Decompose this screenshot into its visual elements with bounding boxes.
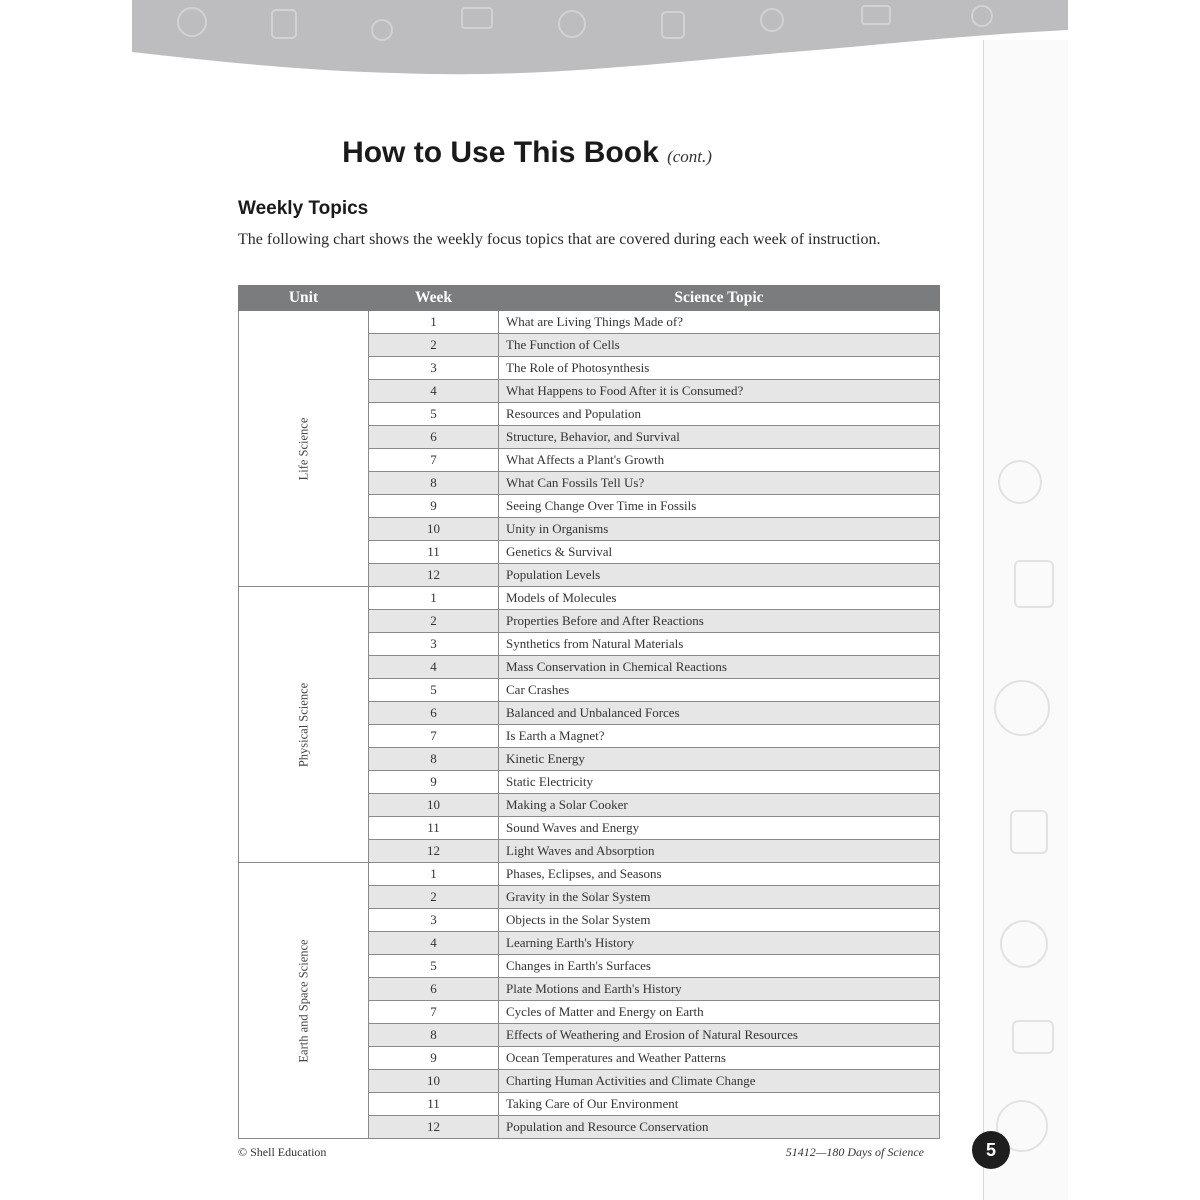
topic-cell: Resources and Population bbox=[499, 403, 940, 426]
unit-label: Physical Science bbox=[296, 682, 310, 767]
topic-cell: Learning Earth's History bbox=[499, 932, 940, 955]
week-cell: 5 bbox=[369, 403, 499, 426]
week-cell: 1 bbox=[369, 311, 499, 334]
topic-cell: Light Waves and Absorption bbox=[499, 840, 940, 863]
week-cell: 1 bbox=[369, 863, 499, 886]
topic-cell: Taking Care of Our Environment bbox=[499, 1093, 940, 1116]
topic-cell: Static Electricity bbox=[499, 771, 940, 794]
unit-label: Life Science bbox=[296, 417, 310, 480]
topic-cell: Kinetic Energy bbox=[499, 748, 940, 771]
week-cell: 6 bbox=[369, 978, 499, 1001]
week-cell: 12 bbox=[369, 1116, 499, 1139]
book-page bbox=[132, 0, 1068, 1200]
week-cell: 11 bbox=[369, 541, 499, 564]
topic-cell: Making a Solar Cooker bbox=[499, 794, 940, 817]
week-cell: 5 bbox=[369, 679, 499, 702]
week-cell: 9 bbox=[369, 1047, 499, 1070]
side-decoration-strip bbox=[983, 40, 1068, 1200]
week-cell: 12 bbox=[369, 564, 499, 587]
table-header-row bbox=[239, 286, 940, 311]
intro-paragraph: The following chart shows the weekly focus topics that are covered during each week of instruction. bbox=[238, 231, 881, 248]
page-number-badge: 5 bbox=[972, 1131, 1010, 1169]
week-cell: 3 bbox=[369, 357, 499, 380]
topic-cell: Charting Human Activities and Climate Change bbox=[499, 1070, 940, 1093]
table-row bbox=[239, 311, 940, 334]
topic-cell: The Function of Cells bbox=[499, 334, 940, 357]
week-cell: 1 bbox=[369, 587, 499, 610]
week-cell: 7 bbox=[369, 725, 499, 748]
table-body bbox=[239, 311, 940, 1139]
topic-cell: Changes in Earth's Surfaces bbox=[499, 955, 940, 978]
topic-cell: Effects of Weathering and Erosion of Natural Resources bbox=[499, 1024, 940, 1047]
topic-cell: Objects in the Solar System bbox=[499, 909, 940, 932]
week-cell: 2 bbox=[369, 334, 499, 357]
header-science-topic: Science Topic bbox=[499, 286, 940, 311]
table-row bbox=[239, 587, 940, 610]
topic-cell: Gravity in the Solar System bbox=[499, 886, 940, 909]
topic-cell: Synthetics from Natural Materials bbox=[499, 633, 940, 656]
week-cell: 5 bbox=[369, 955, 499, 978]
unit-cell bbox=[239, 863, 369, 1139]
week-cell: 7 bbox=[369, 449, 499, 472]
topic-cell: Seeing Change Over Time in Fossils bbox=[499, 495, 940, 518]
topic-cell: What Affects a Plant's Growth bbox=[499, 449, 940, 472]
topic-cell: Ocean Temperatures and Weather Patterns bbox=[499, 1047, 940, 1070]
topic-cell: What Can Fossils Tell Us? bbox=[499, 472, 940, 495]
unit-cell bbox=[239, 587, 369, 863]
footer-book-id: 51412—180 Days of Science bbox=[785, 1145, 924, 1159]
topic-cell: Population and Resource Conservation bbox=[499, 1116, 940, 1139]
week-cell: 11 bbox=[369, 1093, 499, 1116]
topic-cell: Cycles of Matter and Energy on Earth bbox=[499, 1001, 940, 1024]
topic-cell: What are Living Things Made of? bbox=[499, 311, 940, 334]
topic-cell: Mass Conservation in Chemical Reactions bbox=[499, 656, 940, 679]
week-cell: 3 bbox=[369, 909, 499, 932]
week-cell: 10 bbox=[369, 518, 499, 541]
header-unit: Unit bbox=[239, 286, 369, 311]
topic-cell: Population Levels bbox=[499, 564, 940, 587]
topic-cell: What Happens to Food After it is Consumed? bbox=[499, 380, 940, 403]
unit-label: Earth and Space Science bbox=[296, 938, 310, 1063]
topic-cell: Genetics & Survival bbox=[499, 541, 940, 564]
unit-cell bbox=[239, 311, 369, 587]
topic-cell: Balanced and Unbalanced Forces bbox=[499, 702, 940, 725]
topic-cell: The Role of Photosynthesis bbox=[499, 357, 940, 380]
week-cell: 4 bbox=[369, 656, 499, 679]
week-cell: 7 bbox=[369, 1001, 499, 1024]
week-cell: 8 bbox=[369, 748, 499, 771]
week-cell: 8 bbox=[369, 1024, 499, 1047]
week-cell: 12 bbox=[369, 840, 499, 863]
header-week: Week bbox=[369, 286, 499, 311]
week-cell: 2 bbox=[369, 886, 499, 909]
week-cell: 6 bbox=[369, 702, 499, 725]
topic-cell: Structure, Behavior, and Survival bbox=[499, 426, 940, 449]
section-heading: Weekly Topics bbox=[238, 198, 369, 219]
topic-cell: Properties Before and After Reactions bbox=[499, 610, 940, 633]
week-cell: 8 bbox=[369, 472, 499, 495]
week-cell: 9 bbox=[369, 771, 499, 794]
page-title bbox=[132, 136, 922, 170]
topic-cell: Is Earth a Magnet? bbox=[499, 725, 940, 748]
topic-cell: Unity in Organisms bbox=[499, 518, 940, 541]
title-suffix: (cont.) bbox=[667, 147, 712, 166]
week-cell: 3 bbox=[369, 633, 499, 656]
week-cell: 4 bbox=[369, 380, 499, 403]
topic-cell: Phases, Eclipses, and Seasons bbox=[499, 863, 940, 886]
topic-cell: Plate Motions and Earth's History bbox=[499, 978, 940, 1001]
title-text: How to Use This Book bbox=[342, 136, 659, 169]
week-cell: 2 bbox=[369, 610, 499, 633]
week-cell: 4 bbox=[369, 932, 499, 955]
week-cell: 11 bbox=[369, 817, 499, 840]
week-cell: 10 bbox=[369, 794, 499, 817]
topic-cell: Car Crashes bbox=[499, 679, 940, 702]
topic-cell: Models of Molecules bbox=[499, 587, 940, 610]
table-row bbox=[239, 863, 940, 886]
week-cell: 6 bbox=[369, 426, 499, 449]
week-cell: 9 bbox=[369, 495, 499, 518]
weekly-topics-table bbox=[238, 285, 940, 1139]
week-cell: 10 bbox=[369, 1070, 499, 1093]
header-decoration bbox=[132, 0, 1068, 80]
topic-cell: Sound Waves and Energy bbox=[499, 817, 940, 840]
footer-copyright: © Shell Education bbox=[238, 1145, 327, 1159]
